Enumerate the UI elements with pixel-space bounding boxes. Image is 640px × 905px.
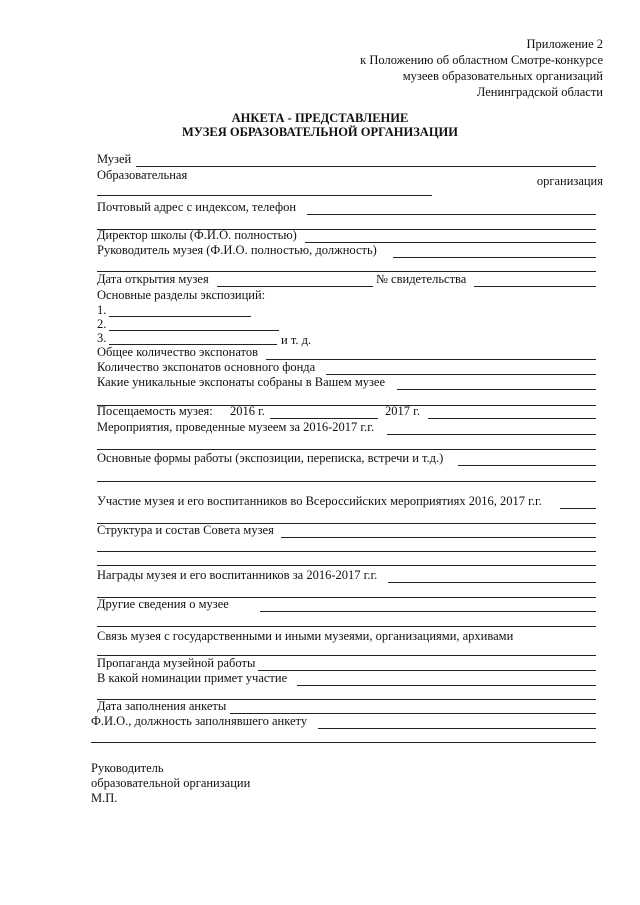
organization-label: организация [536, 174, 603, 188]
museum-label: Музей [97, 152, 132, 166]
head-label: Руководитель музея (Ф.И.О. полностью, должность) [97, 243, 377, 257]
relations-label: Связь музея с государственными и иными музеями, организациями, архивами [97, 629, 514, 643]
attendance-2017-label: 2017 г. [385, 404, 420, 418]
attendance-label: Посещаемость музея: [97, 404, 213, 418]
propaganda-label: Пропаганда музейной работы [97, 656, 256, 670]
head-input[interactable] [393, 257, 596, 258]
participation-input[interactable] [560, 508, 596, 509]
awards-input[interactable] [388, 582, 596, 583]
regulation-reference-line2: музеев образовательных организаций [402, 69, 603, 83]
participation-label: Участие музея и его воспитанников во Всероссийских мероприятиях 2016, 2017 г.г. [97, 494, 542, 508]
section-2-input[interactable] [109, 330, 279, 331]
director-label: Директор школы (Ф.И.О. полностью) [97, 228, 297, 242]
opening-date-input[interactable] [217, 286, 373, 287]
postal-label: Почтовый адрес с индексом, телефон [97, 200, 297, 214]
council-input[interactable] [281, 537, 596, 538]
sections-label: Основные разделы экспозиций: [97, 288, 266, 302]
other-info-input-line2[interactable] [97, 626, 596, 627]
opening-date-label: Дата открытия музея [97, 272, 209, 286]
section-3-number: 3. [97, 331, 107, 345]
total-exhibits-label: Общее количество экспонатов [97, 345, 259, 359]
certificate-label: № свидетельства [376, 272, 467, 286]
work-forms-label: Основные формы работы (экспозиции, переписка, встречи и т.д.) [97, 451, 444, 465]
other-info-label: Другие сведения о музее [97, 597, 229, 611]
organization-input[interactable] [97, 195, 432, 196]
filler-label: Ф.И.О., должность заполнявшего анкету [91, 714, 308, 728]
filler-input[interactable] [318, 728, 596, 729]
other-info-input[interactable] [260, 611, 596, 612]
council-label: Структура и состав Совета музея [97, 523, 274, 537]
events-label: Мероприятия, проведенные музеем за 2016-2017 г.г. [97, 420, 375, 434]
form-subtitle: МУЗЕЯ ОБРАЗОВАТЕЛЬНОЙ ОРГАНИЗАЦИИ [181, 125, 459, 139]
section-1-number: 1. [97, 303, 107, 317]
signature-title: Руководитель [91, 761, 164, 775]
section-1-input[interactable] [109, 316, 251, 317]
unique-exhibits-input[interactable] [397, 389, 596, 390]
council-input-line2[interactable] [97, 551, 596, 552]
stamp-place: М.П. [91, 791, 118, 805]
form-title: АНКЕТА - ПРЕДСТАВЛЕНИЕ [231, 111, 409, 125]
nomination-input[interactable] [297, 685, 596, 686]
attendance-2017-input[interactable] [428, 418, 596, 419]
regulation-reference-line3: Ленинградской области [476, 85, 603, 99]
educational-label: Образовательная [97, 168, 188, 182]
attendance-2016-input[interactable] [270, 418, 378, 419]
section-2-number: 2. [97, 317, 107, 331]
propaganda-input[interactable] [258, 670, 596, 671]
certificate-input[interactable] [474, 286, 596, 287]
fill-date-label: Дата заполнения анкеты [97, 699, 227, 713]
postal-input[interactable] [307, 214, 596, 215]
main-fund-label: Количество экспонатов основного фонда [97, 360, 316, 374]
council-input-line3[interactable] [97, 565, 596, 566]
nomination-label: В какой номинации примет участие [97, 671, 288, 685]
events-input[interactable] [387, 434, 596, 435]
unique-exhibits-label: Какие уникальные экспонаты собраны в Вашем музее [97, 375, 386, 389]
work-forms-input-line2[interactable] [97, 481, 596, 482]
total-exhibits-input[interactable] [266, 359, 596, 360]
appendix-number: Приложение 2 [526, 37, 603, 51]
events-input-line2[interactable] [97, 449, 596, 450]
awards-label: Награды музея и его воспитанников за 2016-2017 г.г. [97, 568, 378, 582]
work-forms-input[interactable] [458, 465, 596, 466]
attendance-2016-label: 2016 г. [230, 404, 265, 418]
filler-input-line2[interactable] [91, 742, 596, 743]
etc-label: и т. д. [281, 333, 312, 347]
regulation-reference: к Положению об областном Смотре-конкурсе [360, 53, 603, 67]
signature-organization: образовательной организации [91, 776, 251, 790]
museum-input[interactable] [136, 166, 596, 167]
